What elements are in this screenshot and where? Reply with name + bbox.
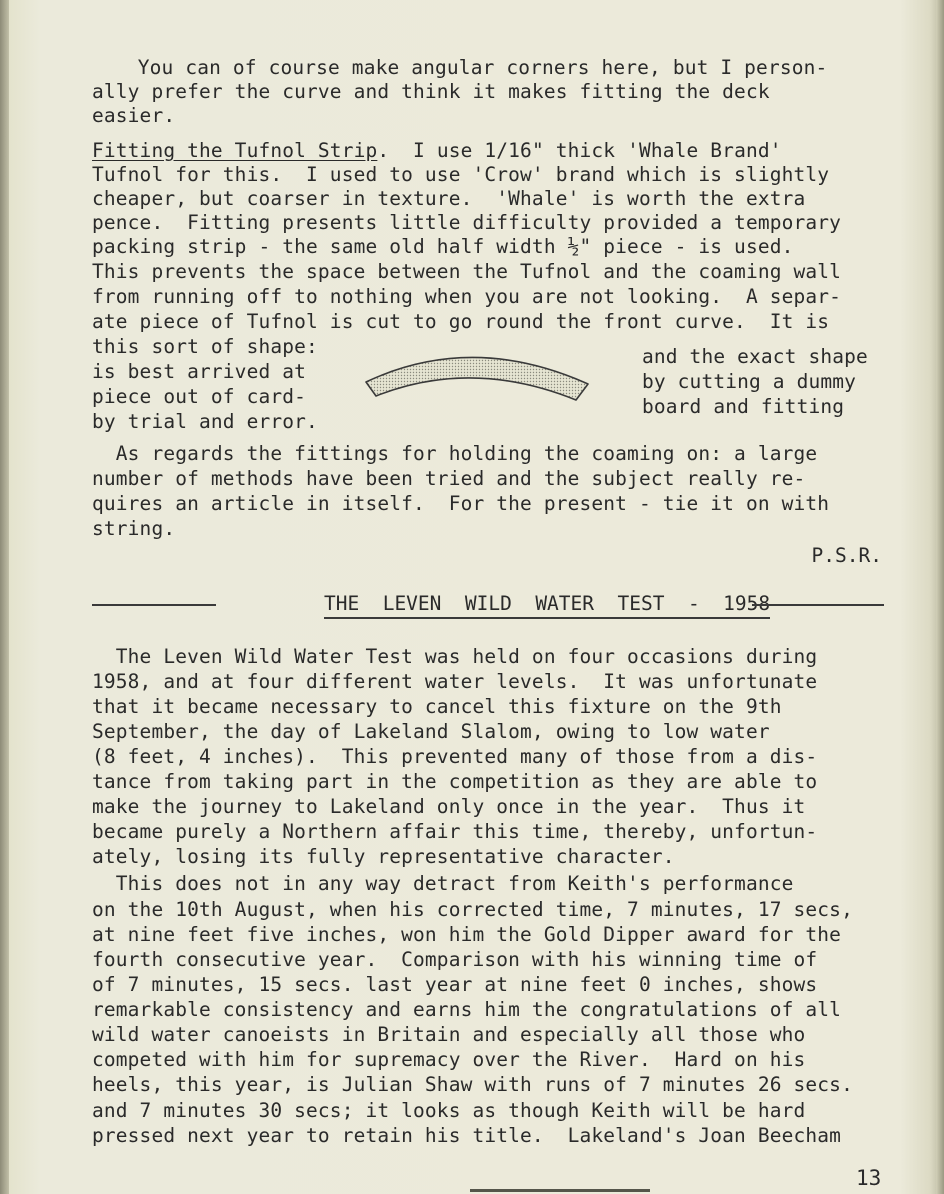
heading-rule-left xyxy=(92,604,216,606)
leven-line: on the 10th August, when his corrected time, 7 minutes, 17 secs, xyxy=(92,898,853,921)
leven-line: competed with him for supremacy over the River. Hard on his xyxy=(92,1048,806,1071)
fittings-line: quires an article in itself. For the present - tie it on with xyxy=(92,492,830,515)
intro-line-3: easier. xyxy=(92,104,176,127)
heading-rule-right xyxy=(752,604,884,606)
fitting-line: packing strip - the same old half width ½" piece - is used. xyxy=(92,235,794,258)
leven-line: of 7 minutes, 15 secs. last year at nine feet 0 inches, shows xyxy=(92,973,818,996)
leven-line: tance from taking part in the competition as they are able to xyxy=(92,770,818,793)
shape-left-line: by trial and error. xyxy=(92,410,318,433)
leven-line: This does not in any way detract from Keith's performance xyxy=(92,872,794,895)
leven-line: became purely a Northern affair this time, thereby, unfortun- xyxy=(92,820,818,843)
leven-line: September, the day of Lakeland Slalom, owing to low water xyxy=(92,720,770,743)
page-edge xyxy=(936,0,944,1194)
leven-line: ately, losing its fully representative character. xyxy=(92,845,675,868)
leven-line: (8 feet, 4 inches). This prevented many of those from a dis- xyxy=(92,745,818,768)
section-heading xyxy=(92,592,884,618)
leven-line: pressed next year to retain his title. Lakeland's Joan Beecham xyxy=(92,1124,842,1147)
author-signature: P.S.R. xyxy=(811,544,882,567)
fitting-first-line xyxy=(92,139,782,163)
fitting-line: from running off to nothing when you are not looking. A separ- xyxy=(92,285,842,308)
shape-right-line: and the exact shape xyxy=(642,345,868,368)
fittings-line: string. xyxy=(92,517,176,540)
curved-strip-drawing xyxy=(352,338,602,408)
leven-line: and 7 minutes 30 secs; it looks as though Keith will be hard xyxy=(92,1099,806,1122)
leven-line: that it became necessary to cancel this fixture on the 9th xyxy=(92,695,782,718)
leven-line: make the journey to Lakeland only once in the year. Thus it xyxy=(92,795,806,818)
fitting-first-line-rest: . I use 1/16" thick 'Whale Brand' xyxy=(377,139,782,162)
leven-line: heels, this year, is Julian Shaw with runs of 7 minutes 26 secs. xyxy=(92,1073,853,1096)
shape-right-line: board and fitting xyxy=(642,395,845,418)
fitting-line: ate piece of Tufnol is cut to go round the front curve. It is xyxy=(92,310,830,333)
shape-left-line: piece out of card- xyxy=(92,385,307,408)
fitting-subheading: Fitting the Tufnol Strip xyxy=(92,139,378,162)
intro-line-2: ally prefer the curve and think it makes fitting the deck xyxy=(92,80,770,103)
binding-edge xyxy=(0,0,9,1194)
fittings-line: As regards the fittings for holding the coaming on: a large xyxy=(92,442,818,465)
shape-right-line: by cutting a dummy xyxy=(642,370,857,393)
section-title: THE LEVEN WILD WATER TEST - 1958 xyxy=(324,592,770,619)
shape-left-line: this sort of shape: xyxy=(92,335,318,358)
page-number: 13 xyxy=(856,1166,882,1190)
fitting-line: pence. Fitting presents little difficulty provided a temporary xyxy=(92,211,842,234)
fitting-line: cheaper, but coarser in texture. 'Whale' is worth the extra xyxy=(92,187,806,210)
fittings-line: number of methods have been tried and the subject really re- xyxy=(92,467,806,490)
leven-line: The Leven Wild Water Test was held on four occasions during xyxy=(92,645,818,668)
leven-line: wild water canoeists in Britain and especially all those who xyxy=(92,1023,806,1046)
bottom-edge-mark xyxy=(470,1189,650,1192)
leven-line: at nine feet five inches, won him the Gold Dipper award for the xyxy=(92,923,842,946)
leven-line: 1958, and at four different water levels. It was unfortunate xyxy=(92,670,818,693)
leven-line: fourth consecutive year. Comparison with his winning time of xyxy=(92,948,818,971)
shape-left-line: is best arrived at xyxy=(92,360,307,383)
leven-line: remarkable consistency and earns him the congratulations of all xyxy=(92,998,842,1021)
intro-line-1: You can of course make angular corners here, but I person- xyxy=(114,56,828,79)
fitting-line: This prevents the space between the Tufnol and the coaming wall xyxy=(92,260,842,283)
fitting-line: Tufnol for this. I used to use 'Crow' brand which is slightly xyxy=(92,163,830,186)
